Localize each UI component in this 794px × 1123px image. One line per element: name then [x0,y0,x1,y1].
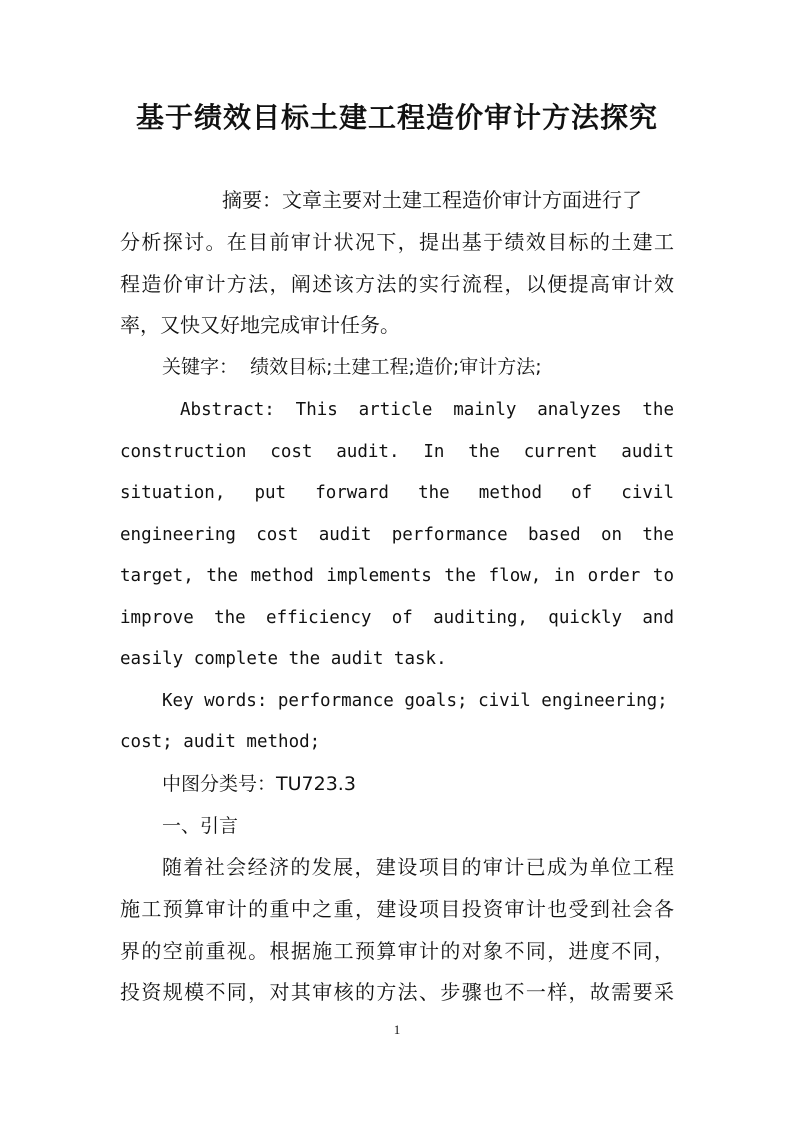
keywords-cn: 关键字： 绩效目标;土建工程;造价;审计方法; [162,356,542,378]
abstract-en-line: improve the efficiency of auditing, quickly and [120,608,674,628]
abstract-cn-line: 程造价审计方法，阐述该方法的实行流程，以便提高审计效 [120,272,674,296]
abstract-en-line: target, the method implements the flow, in order to [120,566,674,586]
abstract-en-line: construction cost audit. In the current audit [120,442,674,462]
intro-line: 施工预算审计的重中之重，建设项目投资审计也受到社会各 [120,897,674,921]
abstract-cn-line: 摘要：文章主要对土建工程造价审计方面进行了 [222,188,642,212]
intro-line: 界的空前重视。根据施工预算审计的对象不同，进度不同， [120,939,674,963]
keywords-en-line: cost; audit method; [120,732,321,752]
abstract-en-line: engineering cost audit performance based on the [120,525,674,545]
intro-line: 投资规模不同，对其审核的方法、步骤也不一样，故需要采 [120,980,674,1004]
abstract-cn-line: 分析探讨。在目前审计状况下，提出基于绩效目标的土建工 [120,230,674,254]
intro-line: 随着社会经济的发展，建设项目的审计已成为单位工程 [162,855,674,879]
abstract-en-line: Abstract: This article mainly analyzes the [180,400,674,420]
abstract-en-line: easily complete the audit task. [120,649,447,669]
classification-number: 中图分类号：TU723.3 [162,773,356,795]
abstract-en-line: situation, put forward the method of civil [120,483,674,503]
keywords-en-line: Key words: performance goals; civil engineering; [162,691,668,711]
section-heading: 一、引言 [162,815,239,837]
page-title: 基于绩效目标土建工程造价审计方法探究 [135,101,658,134]
abstract-cn-line: 率，又快又好地完成审计任务。 [120,313,400,337]
page-number: 1 [393,1022,401,1037]
